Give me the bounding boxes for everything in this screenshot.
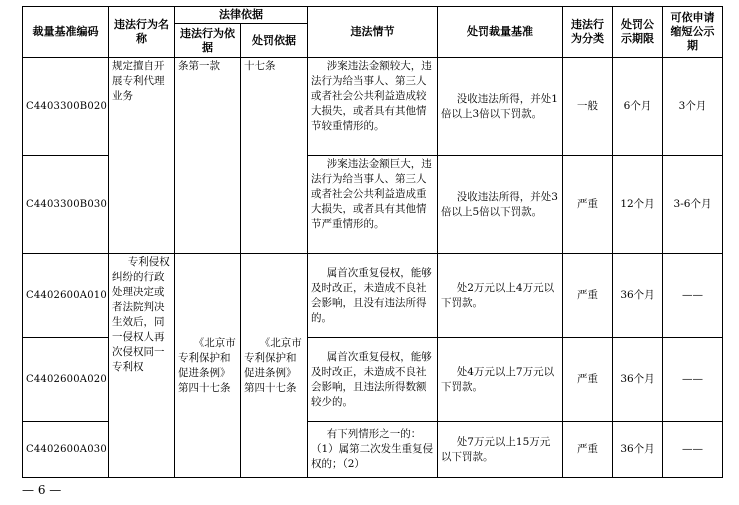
- behavior-basis-cell: 《北京市专利保护和促进条例》第四十七条: [175, 254, 241, 478]
- standard-cell: 没收违法所得，并处3倍以上5倍以下罚款。: [438, 156, 563, 254]
- standard-cell: 处4万元以上7万元以下罚款。: [438, 338, 563, 422]
- header-penalty-basis: 处罚依据: [241, 24, 308, 58]
- header-code: 裁量基准编码: [23, 7, 109, 58]
- behavior-cell: 规定擅自开展专利代理业务: [109, 58, 175, 254]
- period-cell: 36个月: [613, 422, 663, 478]
- period-cell: 6个月: [613, 58, 663, 156]
- header-behavior: 违法行为名称: [109, 7, 175, 58]
- circumstances-cell: 有下列情形之一的：（1）属第二次发生重复侵权的；（2）: [308, 422, 438, 478]
- code-cell: C4403300B020: [23, 58, 109, 156]
- header-behavior-basis: 违法行为依据: [175, 24, 241, 58]
- code-cell: C4402600A010: [23, 254, 109, 338]
- shorten-cell: ——: [663, 338, 723, 422]
- period-cell: 36个月: [613, 338, 663, 422]
- behavior-basis-cell: 条第一款: [175, 58, 241, 254]
- classification-cell: 一般: [563, 58, 613, 156]
- penalty-standard-table: [22, 6, 723, 478]
- code-cell: C4402600A030: [23, 422, 109, 478]
- header-standard: 处罚裁量基准: [438, 7, 563, 58]
- classification-cell: 严重: [563, 422, 613, 478]
- header-circumstances: 违法情节: [308, 7, 438, 58]
- table-row: [23, 254, 723, 338]
- standard-cell: 没收违法所得，并处1倍以上3倍以下罚款。: [438, 58, 563, 156]
- classification-cell: 严重: [563, 338, 613, 422]
- header-shorten: 可依申请缩短公示期: [663, 7, 723, 58]
- classification-cell: 严重: [563, 254, 613, 338]
- circumstances-cell: 涉案违法金额较大，违法行为给当事人、第三人或者社会公共利益造成较大损失，或者具有其他情节较重情形的。: [308, 58, 438, 156]
- table-row: [23, 58, 723, 156]
- penalty-basis-cell: 《北京市专利保护和促进条例》第四十七条: [241, 254, 308, 478]
- shorten-cell: ——: [663, 254, 723, 338]
- standard-cell: 处7万元以上15万元以下罚款。: [438, 422, 563, 478]
- shorten-cell: 3个月: [663, 58, 723, 156]
- header-legal-basis: 法律依据: [175, 7, 308, 24]
- code-cell: C4402600A020: [23, 338, 109, 422]
- penalty-basis-cell: 十七条: [241, 58, 308, 254]
- page-number: — 6 —: [22, 483, 62, 497]
- behavior-cell: 专利侵权纠纷的行政处理决定或者法院判决生效后，同一侵权人再次侵权同一专利权: [109, 254, 175, 478]
- shorten-cell: ——: [663, 422, 723, 478]
- period-cell: 12个月: [613, 156, 663, 254]
- period-cell: 36个月: [613, 254, 663, 338]
- circumstances-cell: 涉案违法金额巨大，违法行为给当事人、第三人或者社会公共利益造成重大损失，或者具有其他情节严重情形的。: [308, 156, 438, 254]
- code-cell: C4403300B030: [23, 156, 109, 254]
- standard-cell: 处2万元以上4万元以下罚款。: [438, 254, 563, 338]
- classification-cell: 严重: [563, 156, 613, 254]
- header-classification: 违法行为分类: [563, 7, 613, 58]
- shorten-cell: 3-6个月: [663, 156, 723, 254]
- header-publicity-period: 处罚公示期限: [613, 7, 663, 58]
- circumstances-cell: 属首次重复侵权，能够及时改正，未造成不良社会影响，且违法所得数额较少的。: [308, 338, 438, 422]
- circumstances-cell: 属首次重复侵权，能够及时改正，未造成不良社会影响，且没有违法所得的。: [308, 254, 438, 338]
